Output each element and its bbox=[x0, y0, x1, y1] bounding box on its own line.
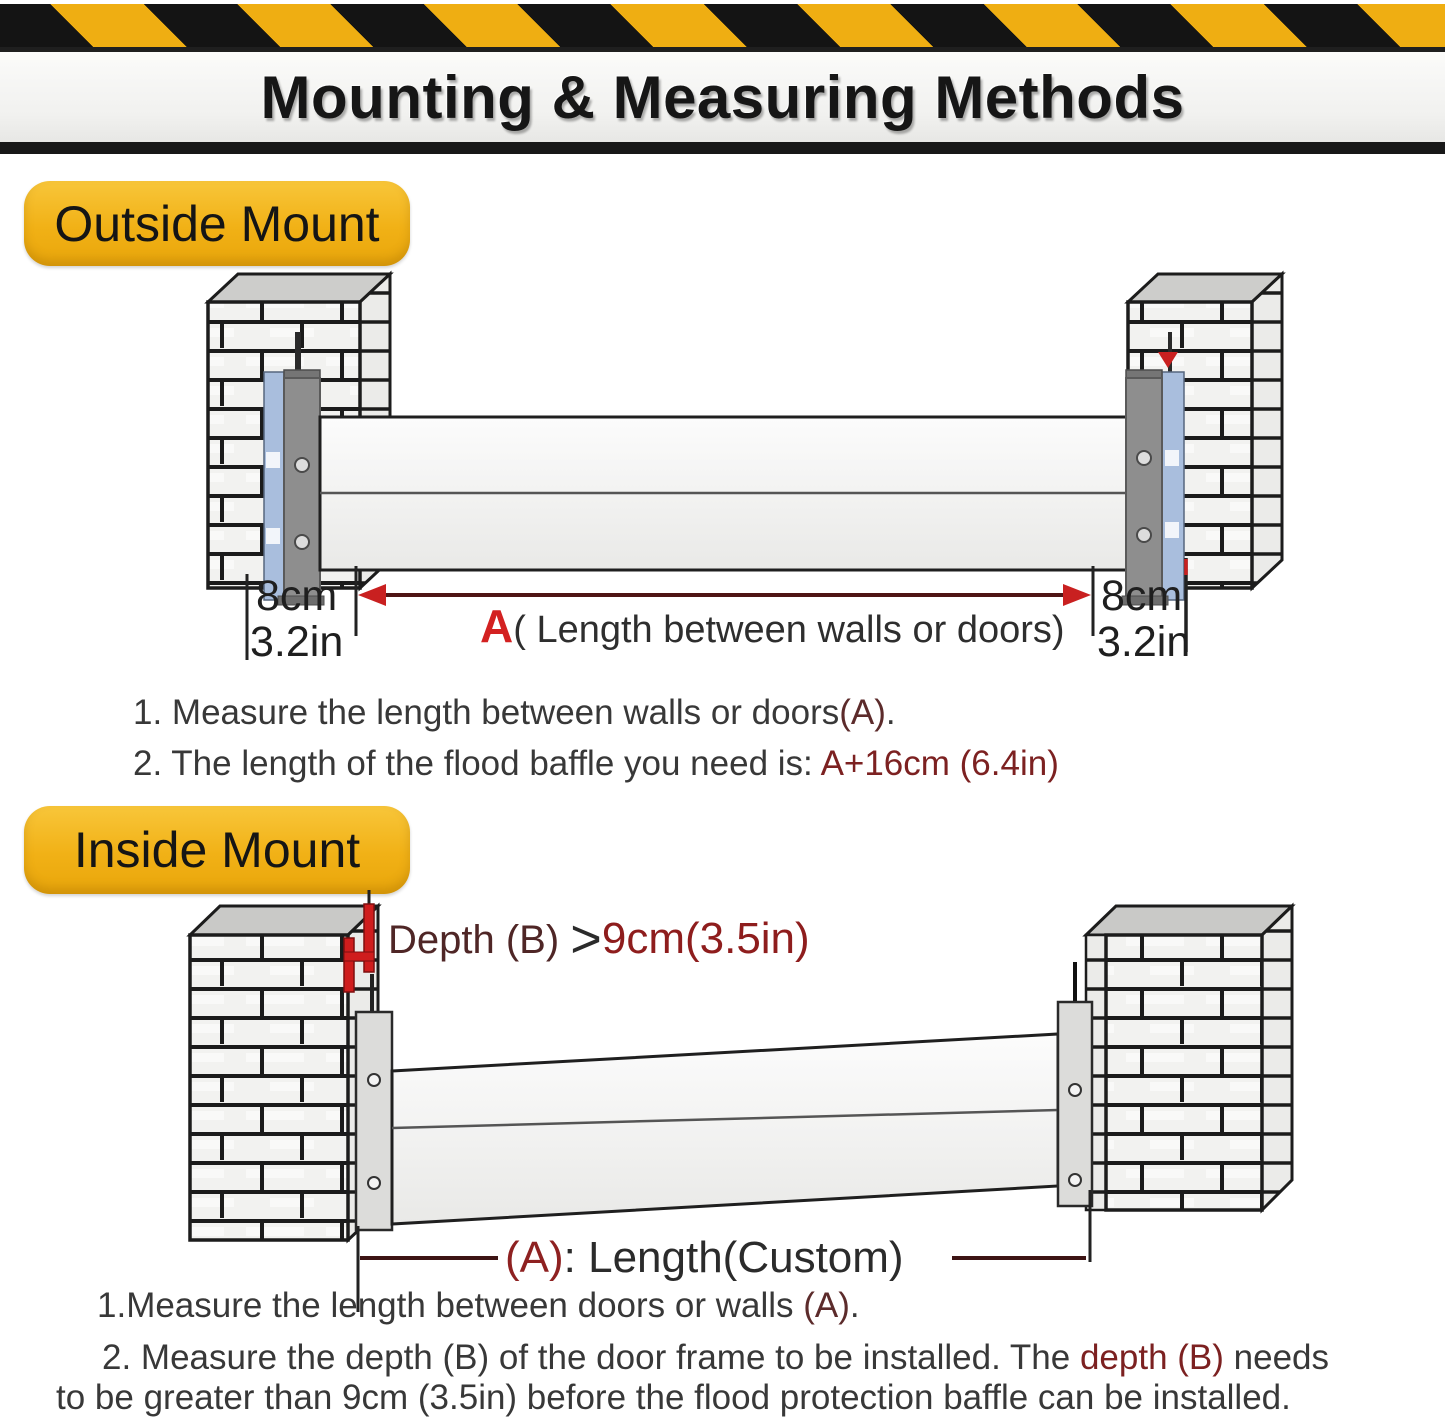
channel-bar bbox=[284, 378, 320, 602]
depth-bracket-icon bbox=[344, 952, 374, 961]
screw-icon bbox=[295, 535, 309, 549]
inside-step-2-line2: to be greater than 9cm (3.5in) before the flood protection baffle can be installed. bbox=[56, 1378, 1291, 1417]
pillar-side-face bbox=[1262, 906, 1292, 1210]
inside-left-channel bbox=[356, 974, 392, 1230]
arrowhead-right-icon bbox=[1063, 584, 1091, 606]
screw-icon bbox=[295, 458, 309, 472]
outside-right-channel bbox=[1122, 332, 1184, 605]
left-offset-in-label: 3.2in bbox=[250, 618, 344, 666]
inside-mount-badge-label: Inside Mount bbox=[73, 822, 361, 878]
outside-left-channel bbox=[264, 332, 324, 605]
channel-bar bbox=[1126, 378, 1162, 602]
page-title: Mounting & Measuring Methods bbox=[260, 63, 1185, 131]
barrier-panels bbox=[392, 1034, 1058, 1224]
seal-highlight bbox=[266, 452, 280, 468]
inside-length-label bbox=[505, 1233, 904, 1282]
length-letter-a: (A) bbox=[505, 1233, 564, 1282]
screw-icon bbox=[1137, 528, 1151, 542]
right-offset-in-label: 3.2in bbox=[1097, 618, 1191, 666]
pillar-side-face bbox=[1252, 274, 1282, 588]
depth-bracket-icon bbox=[344, 938, 354, 992]
inside-flood-barrier bbox=[392, 1034, 1058, 1224]
outside-mount-badge-label: Outside Mount bbox=[54, 195, 380, 252]
depth-annotation bbox=[388, 909, 810, 969]
pillar-top-face bbox=[1086, 906, 1292, 935]
depth-bracket-icon bbox=[364, 904, 374, 972]
pillar-front-face bbox=[190, 935, 348, 1240]
inside-mount-badge bbox=[24, 806, 410, 894]
inside-step-1: 1.Measure the length between doors or walls (A). bbox=[97, 1286, 860, 1325]
greater-than-sign: > bbox=[570, 909, 602, 969]
depth-name: Depth (B) bbox=[388, 918, 571, 962]
pillar-front-face bbox=[1106, 935, 1262, 1210]
depth-value: 9cm(3.5in) bbox=[601, 914, 810, 963]
screw-icon bbox=[1069, 1084, 1081, 1096]
seal-strip bbox=[1162, 372, 1184, 600]
pillar-top-face bbox=[190, 906, 378, 935]
title-underline-bar bbox=[0, 142, 1445, 154]
seal-strip bbox=[264, 372, 284, 600]
seal-highlight bbox=[266, 528, 280, 544]
length-caption: ( Length between walls or doors) bbox=[513, 609, 1065, 651]
outside-flood-barrier bbox=[320, 417, 1128, 570]
inside-step-2-line1: 2. Measure the depth (B) of the door frame to be installed. The depth (B) needs bbox=[102, 1338, 1330, 1377]
span-length-label bbox=[480, 600, 1065, 652]
hazard-stripe-band bbox=[0, 4, 1445, 52]
length-letter-a: A bbox=[480, 600, 514, 652]
inside-left-pillar bbox=[190, 890, 378, 1240]
right-offset-cm-label: 8cm bbox=[1101, 572, 1183, 620]
outside-step-1: 1. Measure the length between walls or doors(A). bbox=[133, 693, 896, 732]
outside-mount-badge bbox=[24, 181, 410, 266]
length-caption: : Length(Custom) bbox=[563, 1233, 904, 1282]
seal-highlight bbox=[1165, 450, 1179, 466]
screw-icon bbox=[368, 1074, 380, 1086]
seal-highlight bbox=[1165, 522, 1179, 538]
channel-bar bbox=[356, 1012, 392, 1230]
left-offset-cm-label: 8cm bbox=[256, 572, 338, 620]
screw-icon bbox=[368, 1177, 380, 1189]
inside-right-pillar bbox=[1086, 906, 1292, 1210]
title-band bbox=[0, 52, 1445, 142]
screw-icon bbox=[1069, 1174, 1081, 1186]
outside-step-2: 2. The length of the flood baffle you need is: A+16cm (6.4in) bbox=[133, 744, 1059, 783]
screw-icon bbox=[1137, 451, 1151, 465]
